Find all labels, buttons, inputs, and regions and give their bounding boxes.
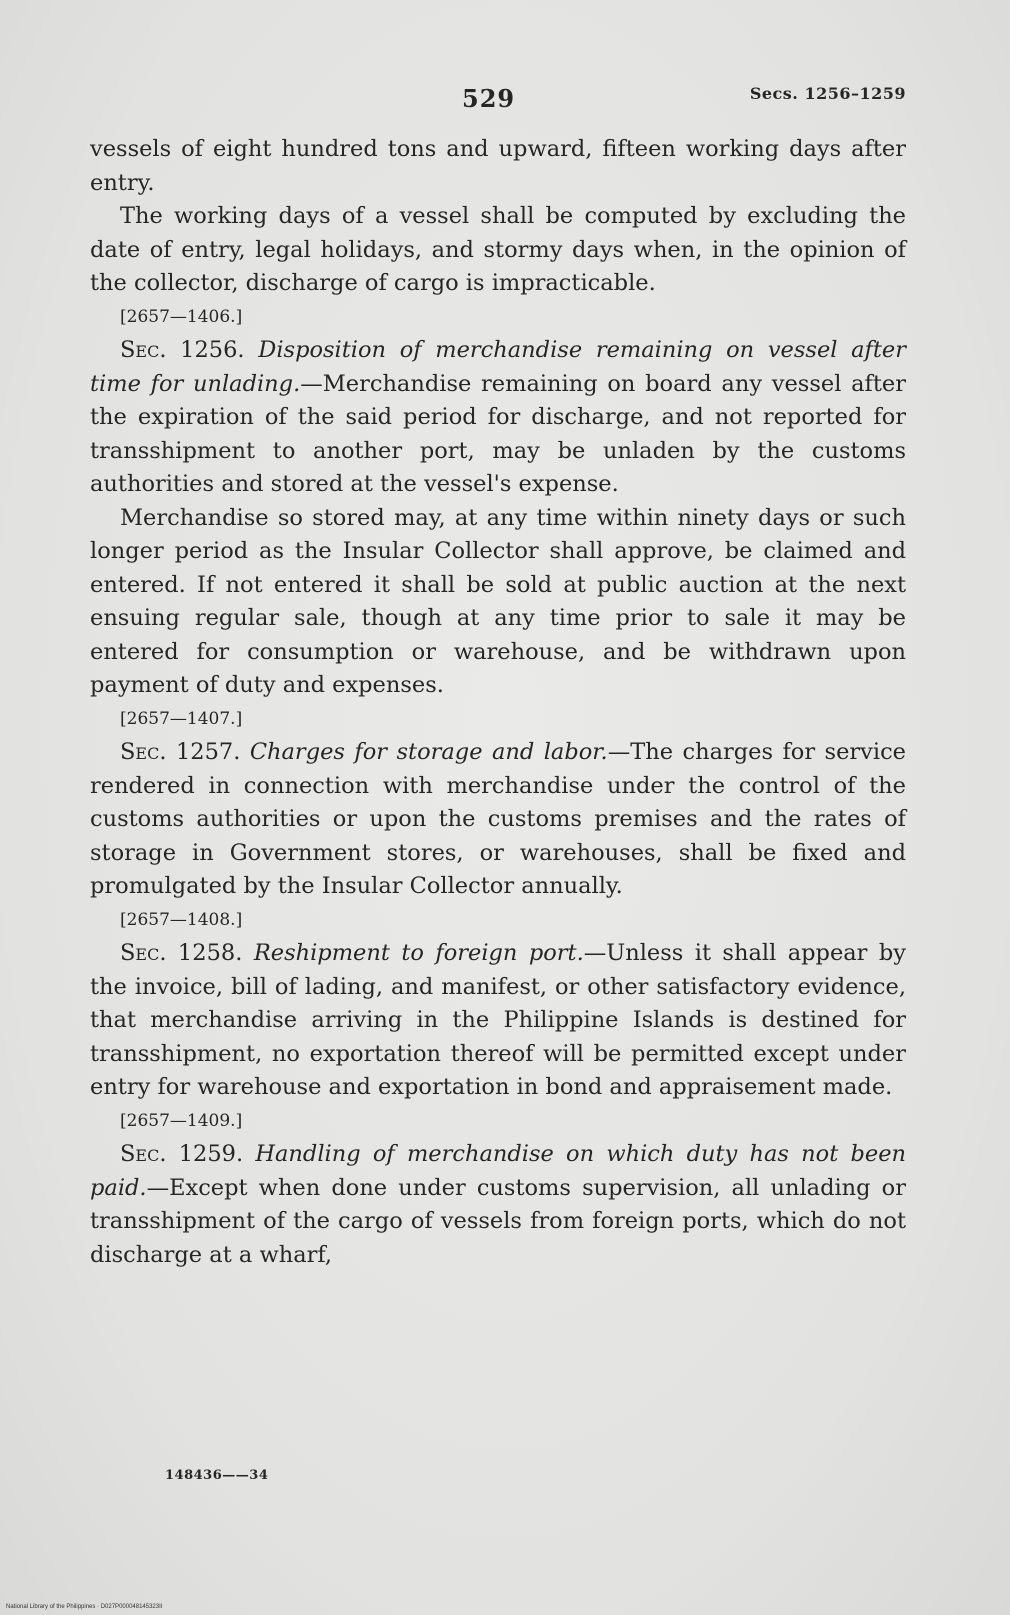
page-number: 529 <box>462 84 516 113</box>
section-1259 <box>90 1138 906 1272</box>
paragraph-merchandise-stored: Merchandise so stored may, at any time within ninety days or such longer period as the Insular Collector shall approve, be claimed and entered. If not entered it shall be sold at public auction at the next ensuing regular sale, though at any time prior to sale it may be entered for consumption or warehouse, and be withdrawn upon payment of duty and expenses. <box>90 504 906 698</box>
section-text: —The charges for service rendered in connection with merchandise under the control of the customs authorities or upon the customs premises and the rates of storage in Government stores, or warehouses, shall be fixed and promulgated by the Insular Collector annually. <box>90 739 906 899</box>
citation-1406: [2657—1406.] <box>120 306 243 327</box>
citation-1409: [2657—1409.] <box>120 1110 243 1131</box>
archive-footer: National Library of the Philippines · D027P000048145323II <box>6 1604 163 1610</box>
citation-1407: [2657—1407.] <box>120 708 243 729</box>
section-title: Reshipment to foreign port. <box>253 940 584 966</box>
section-title: Charges for storage and labor. <box>249 739 608 765</box>
section-text: —Merchandise remaining on board any vessel after the expiration of the said period for discharge, and not reported for transshipment to another port, may be unladen by the customs authorities and stored at the vessel's expense. <box>90 370 906 497</box>
page-header <box>90 84 906 118</box>
section-label: Sec. 1258. <box>120 940 243 966</box>
section-label: Sec. 1259. <box>120 1141 244 1167</box>
paragraph-working-days: The working days of a vessel shall be computed by excluding the date of entry, legal holidays, and stormy days when, in the opinion of the collector, discharge of cargo is impracticable. <box>90 203 906 296</box>
section-title: Disposition of merchandise remaining on vessel after time for unlading. <box>90 337 906 397</box>
section-text: —Unless it shall appear by the invoice, bill of lading, and manifest, or other satisfactory evidence, that merchandise arriving in the Philippine Islands is destined for transshipment, no exportation thereof will be permitted except under entry for warehouse and exportation in bond and appraisement made. <box>90 940 906 1100</box>
signature-mark: 148436——34 <box>165 1468 269 1483</box>
section-1257 <box>90 736 906 904</box>
citation-1408: [2657—1408.] <box>120 909 243 930</box>
section-label: Sec. 1256. <box>120 337 245 363</box>
body-text <box>90 133 906 1272</box>
section-title: Handling of merchandise on which duty has not been paid. <box>90 1141 907 1201</box>
section-range: Secs. 1256–1259 <box>749 84 906 103</box>
section-label: Sec. 1257. <box>120 739 241 765</box>
section-1258 <box>90 937 906 1105</box>
paragraph-continuation: vessels of eight hundred tons and upward, fifteen working days after entry. <box>90 136 906 196</box>
section-1256 <box>90 334 906 502</box>
section-text: —Except when done under customs supervision, all unlading or transshipment of the cargo of vessels from foreign ports, which do not discharge at a wharf, <box>90 1174 906 1268</box>
